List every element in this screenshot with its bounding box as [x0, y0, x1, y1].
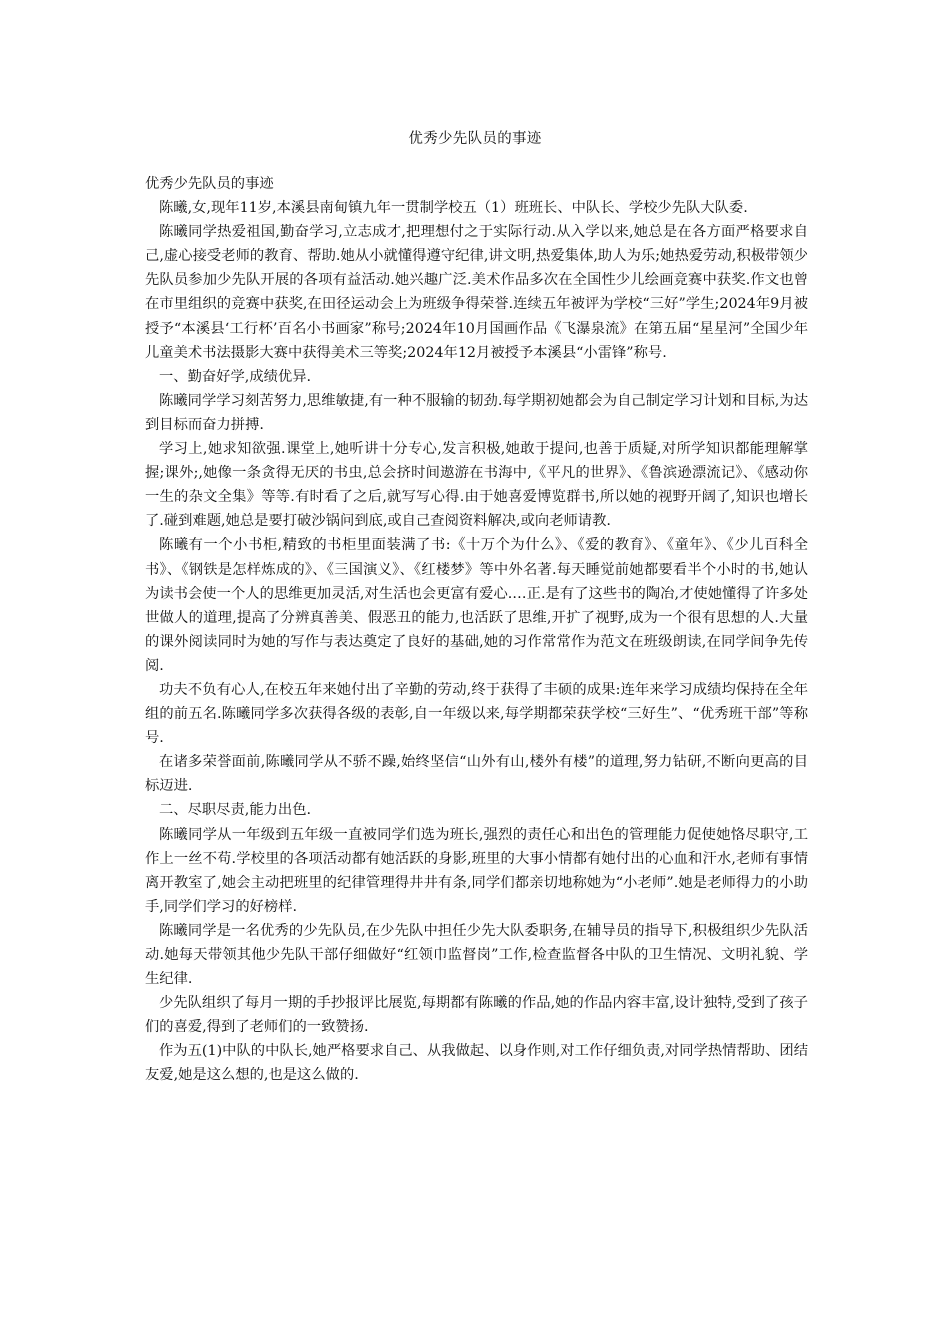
paragraph-squadron-leader: 作为五(1)中队的中队长,她严格要求自己、从我做起、以身作则,对工作仔细负责,对同学热情帮助、团结友爱,她是这么想的,也是这么做的.	[145, 1043, 808, 1084]
section-heading-2: 二、尽职尽责,能力出色.	[159, 802, 312, 819]
page-title: 优秀少先队员的事迹	[408, 131, 542, 147]
paragraph-achievements: 功夫不负有心人,在校五年来她付出了辛勤的劳动,终于获得了丰硕的成果:连年来学习成绩均保持在全年组的前五名.陈曦同学多次获得各级的表彰,自一年级以来,每学期都荣获学校“三好生”、“优秀班干部”等称号.	[145, 681, 808, 747]
paragraph-humility: 在诸多荣誉面前,陈曦同学从不骄不躁,始终坚信“山外有山,楼外有楼”的道理,努力钻研,不断向更高的目标迈进.	[145, 754, 808, 795]
paragraph-newspaper: 少先队组织了每月一期的手抄报评比展览,每期都有陈曦的作品,她的作品内容丰富,设计独特,受到了孩子们的喜爱,得到了老师们的一致赞扬.	[145, 995, 808, 1036]
section-heading-1: 一、勤奋好学,成绩优异.	[159, 368, 312, 385]
paragraph-intro: 陈曦,女,现年11岁,本溪县南甸镇九年一贯制学校五（1）班班长、中队长、学校少先队大队委.	[159, 200, 748, 217]
paragraph-pioneer-duties: 陈曦同学是一名优秀的少先队员,在少先队中担任少先大队委职务,在辅导员的指导下,积极组织少先队活动.她每天带领其他少先队干部仔细做好“红领巾监督岗”工作,检查监督各中队的卫生情况、文明礼貌、学生纪律.	[145, 922, 808, 988]
paragraph-bookshelf: 陈曦有一个小书柜,精致的书柜里面装满了书:《十万个为什么》、《爱的教育》、《童年》、《少儿百科全书》、《钢铁是怎样炼成的》、《三国演义》、《红楼梦》等中外名著.每天睡觉前她都要看半个小时的书,她认为读书会使一个人的思维更加灵活,对生活也会更富有爱心.…正.是有了这些书的陶冶,才使她懂得了许多处世做人的道理,提高了分辨真善美、假恶丑的能力,也活跃了思维,开扩了视野,成为一个很有思想的人.大量的课外阅读同时为她的写作与表达奠定了良好的基础,她的习作常常作为范文在班级朗读,在同学间争先传阅.	[145, 537, 808, 674]
paragraph-study-habits: 学习上,她求知欲强.课堂上,她听讲十分专心,发言积极,她敢于提问,也善于质疑,对所学知识都能理解掌握;课外;,她像一条贪得无厌的书虫,总会挤时间遨游在书海中,《平凡的世界》、《鲁滨逊漂流记》、《感动你一生的杂文全集》等等.有时看了之后,就写写心得.由于她喜爱博览群书,所以她的视野开阔了,知识也增长了.碰到难题,她总是要打破沙锅问到底,或自己查阅资料解决,或向老师请教.	[145, 441, 808, 530]
paragraph-study-effort: 陈曦同学学习刻苦努力,思维敏捷,有一种不服输的韧劲.每学期初她都会为自己制定学习计划和目标,为达到目标而奋力拼搏.	[145, 392, 808, 433]
paragraph-overview: 陈曦同学热爱祖国,勤奋学习,立志成才,把理想付之于实际行动.从入学以来,她总是在各方面严格要求自己,虚心接受老师的教育、帮助.她从小就懂得遵守纪律,讲文明,热爱集体,助人为乐;她热爱劳动,积极带领少先队员参加少先队开展的各项有益活动.她兴趣广泛.美术作品多次在全国性少儿绘画竞赛中获奖.作文也曾在市里组织的竞赛中获奖,在田径运动会上为班级争得荣誉.连续五年被评为学校“三好”学生;2024年9月被授予“本溪县‘工行杯’百名小书画家”称号;2024年10月国画作品《飞瀑泉流》在第五届“星星河”全国少年儿童美术书法摄影大赛中获得美术三等奖;2024年12月被授予本溪县“小雷锋”称号.	[145, 224, 808, 361]
document-heading: 优秀少先队员的事迹	[145, 176, 274, 192]
paragraph-class-monitor: 陈曦同学从一年级到五年级一直被同学们选为班长,强烈的责任心和出色的管理能力促使她恪尽职守,工作上一丝不苟.学校里的各项活动都有她活跃的身影,班里的大事小情都有她付出的心血和汗水,老师有事情离开教室了,她会主动把班里的纪律管理得井井有条,同学们都亲切地称她为“小老师”.她是老师得力的小助手,同学们学习的好榜样.	[145, 826, 808, 915]
document-body	[145, 172, 808, 1088]
